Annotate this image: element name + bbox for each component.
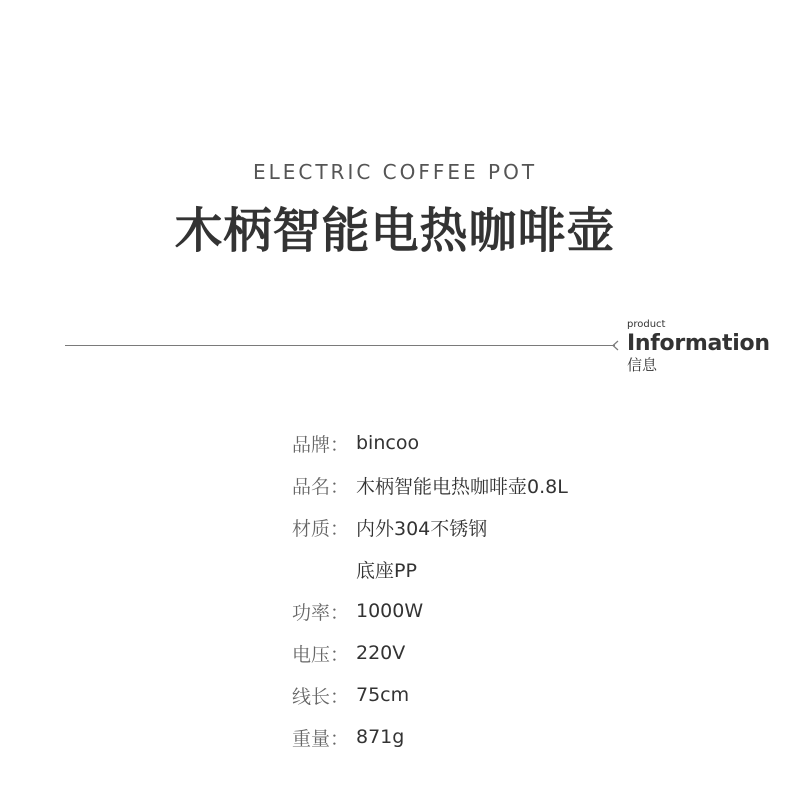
spec-row-material (292, 506, 568, 548)
section-tag-small: product (627, 319, 666, 330)
spec-value: bincoo (356, 432, 420, 454)
spec-value: 木柄智能电热咖啡壶0.8L (356, 475, 568, 498)
section-divider-line (65, 345, 615, 346)
spec-label: 线长： (292, 685, 350, 708)
spec-label: 材质： (292, 517, 350, 540)
spec-row-power (292, 590, 568, 632)
spec-value: 75cm (356, 684, 410, 706)
spec-value: 220V (356, 642, 406, 664)
section-tag-title: Information (627, 331, 770, 356)
product-subtitle-en: ELECTRIC COFFEE POT (252, 160, 538, 184)
section-tag-cn: 信息 (627, 356, 658, 374)
spec-label: 重量： (292, 727, 350, 750)
spec-list (292, 422, 568, 758)
spec-row-voltage (292, 632, 568, 674)
spec-value: 871g (356, 726, 405, 748)
spec-row-cord-length (292, 674, 568, 716)
spec-value: 底座PP (356, 559, 417, 582)
spec-label: 功率： (292, 601, 350, 624)
spec-value: 1000W (356, 600, 424, 622)
spec-row-weight (292, 716, 568, 758)
product-title: 木柄智能电热咖啡壶 (174, 203, 616, 259)
spec-row-product-name (292, 464, 568, 506)
spec-label: 品名： (292, 475, 350, 498)
spec-row-material-base (292, 548, 568, 590)
spec-row-brand (292, 422, 568, 464)
spec-label: 品牌： (292, 433, 350, 456)
divider-arrow-icon (611, 340, 621, 351)
spec-label: 电压： (292, 643, 350, 666)
section-tag (627, 320, 770, 373)
spec-value: 内外304不锈钢 (356, 517, 488, 540)
